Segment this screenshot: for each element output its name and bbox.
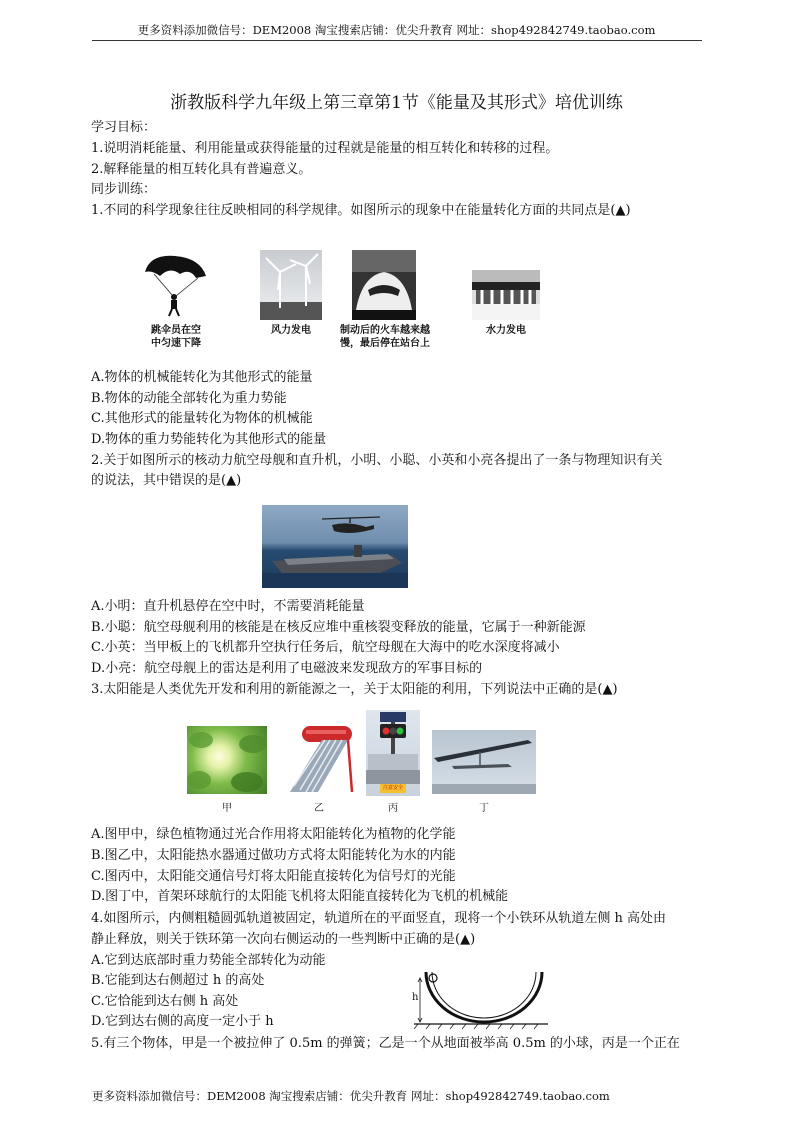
solar-water-heater-image [282,722,356,796]
q5-stem: 5.有三个物体，甲是一个被拉伸了 0.5m 的弹簧；乙是一个从地面被举高 0.5m 的小球，丙是一个正在 [91,1036,680,1051]
q1-caption: 制动后的火车越来越 慢，最后停在站台上 [340,325,430,349]
page-footer: 更多资料添加微信号：DEM2008 淘宝搜索店铺：优尖升教育 网址：shop492842749.taobao.com [92,1089,610,1103]
hydropower-image [472,270,540,320]
safety-sign-text: 注意安全 [382,785,403,791]
arc-track-diagram [412,964,548,1030]
q3-label-ding: 丁 [479,803,489,814]
q4-option-d: D.它到达右侧的高度一定小于 h [91,1014,274,1029]
q2-stem: 2.关于如图所示的核动力航空母舰和直升机，小明、小聪、小英和小亮各提出了一条与物理知识有关 [91,453,663,468]
goals-heading: 学习目标： [91,120,157,135]
q1-caption: 风力发电 [271,325,311,336]
q1-caption: 跳伞员在空 中匀速下降 [151,325,201,349]
q2-stem-cont: 的说法，其中错误的是(▲) [91,473,242,488]
header-divider [92,40,702,41]
q1-option-a: A.物体的机械能转化为其他形式的能量 [91,370,313,385]
page-header: 更多资料添加微信号：DEM2008 淘宝搜索店铺：优尖升教育 网址：shop492842749.taobao.com [137,23,656,37]
carrier-helicopter-image [262,505,408,588]
q4-option-a: A.它到达底部时重力势能全部转化为动能 [91,953,326,968]
parachutist-image [140,250,210,320]
q3-option-c: C.图丙中，太阳能交通信号灯将太阳能直接转化为信号灯的光能 [91,869,456,884]
q4-stem-cont: 静止释放，则关于铁环第一次向右侧运动的一些判断中正确的是(▲) [91,932,476,947]
train-image [352,250,416,320]
q1-stem: 1.不同的科学现象往往反映相同的科学规律。如图所示的现象中在能量转化方面的共同点是(▲) [91,203,631,218]
solar-traffic-light-image [366,710,420,796]
page-title: 浙教版科学九年级上第三章第1节《能量及其形式》培优训练 [170,93,623,113]
q1-caption: 水力发电 [486,325,526,336]
q3-stem: 3.太阳能是人类优先开发和利用的新能源之一，关于太阳能的利用，下列说法中正确的是(▲) [91,682,618,697]
q2-option-c: C.小英：当甲板上的飞机都升空执行任务后，航空母舰在大海中的吃水深度将减小 [91,640,560,655]
solar-plane-image [432,730,536,794]
q3-option-b: B.图乙中，太阳能热水器通过做功方式将太阳能转化为水的内能 [91,848,456,863]
h-label: h [412,992,419,1003]
q3-label-bing: 丙 [388,803,398,814]
q1-option-b: B.物体的动能全部转化为重力势能 [91,391,287,406]
q2-option-d: D.小亮：航空母舰上的雷达是利用了电磁波来发现敌方的军事目标的 [91,661,483,676]
sync-heading: 同步训练： [91,182,157,197]
q4-stem: 4.如图所示，内侧粗糙圆弧轨道被固定，轨道所在的平面竖直，现将一个小铁环从轨道左侧 h 高处由 [91,911,667,926]
q2-option-a: A.小明：直升机悬停在空中时，不需要消耗能量 [91,599,365,614]
q1-option-c: C.其他形式的能量转化为物体的机械能 [91,411,313,426]
goal-item: 1.说明消耗能量、利用能量或获得能量的过程就是能量的相互转化和转移的过程。 [91,141,559,156]
q4-option-b: B.它能到达右侧超过 h 的高处 [91,973,265,988]
q3-label-jia: 甲 [222,803,232,814]
plant-sunlight-image [187,726,267,794]
q1-option-d: D.物体的重力势能转化为其他形式的能量 [91,432,327,447]
wind-turbine-image [260,250,322,320]
goal-item: 2.解释能量的相互转化具有普遍意义。 [91,162,312,177]
q3-label-yi: 乙 [314,803,324,814]
q3-option-a: A.图甲中，绿色植物通过光合作用将太阳能转化为植物的化学能 [91,827,456,842]
q2-option-b: B.小聪：航空母舰利用的核能是在核反应堆中重核裂变释放的能量，它属于一种新能源 [91,620,586,635]
q3-option-d: D.图丁中，首架环球航行的太阳能飞机将太阳能直接转化为飞机的机械能 [91,889,509,904]
q4-option-c: C.它恰能到达右侧 h 高处 [91,994,239,1009]
